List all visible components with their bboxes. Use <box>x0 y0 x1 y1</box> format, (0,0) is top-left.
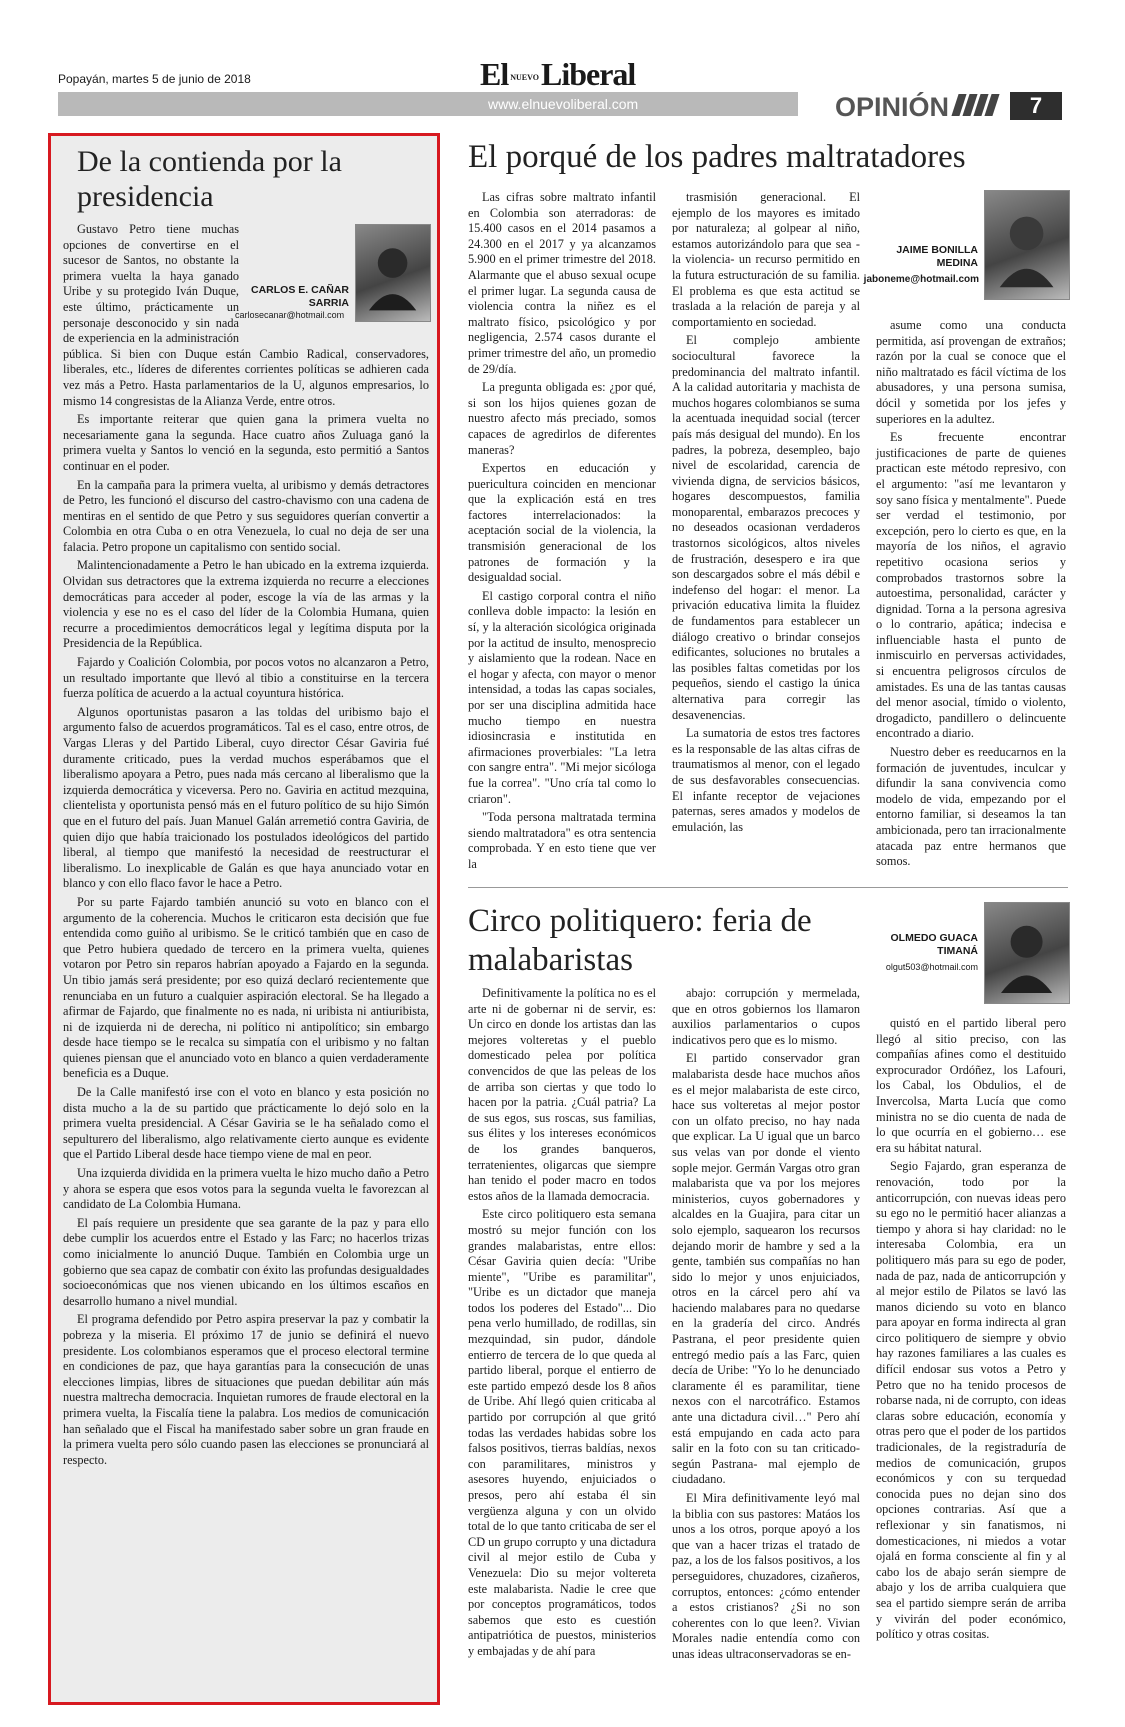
logo-el: El <box>480 56 509 92</box>
article-title: De la contienda por la presidencia <box>77 145 342 214</box>
newspaper-logo <box>480 56 635 93</box>
paragraph: Nuestro deber es reeducarnos en la formación de juventudes, inculcar y difundir la sana convivencia como modelo de vida, empezando por el entorno familiar, si deseamos la tan ambicionada, pero tan irracionalmente atacada paz entre hermanos que somos. <box>876 745 1066 869</box>
paragraph: trasmisión generacional. El ejemplo de los mayores es imitado por naturaleza; al golpear al niño, estamos autorizándolo para que sea -la violencia- un recurso permitido en la futura estructuración de su familia. El problema es que esta actitud se traslada a la relación de pareja y al comportamiento en sociedad. <box>672 190 860 329</box>
paragraph: Este circo politiquero esta semana mostró su mejor función con los grandes malabaristas, entre ellos: César Gaviria quien decía: "Uribe miente", "Uribe es paramilitar", "Uribe es un dictador que maneja todos los poderes del Estado"... Dio pena verlo humillado, de rodillas, sin mezquindad, sin pudor, dándole entierro de tercera de lo que queda al partido liberal, porque el entierro de este partido empezó desde los 8 años de Uribe. Ahí llegó quien criticaba al partido por corrupción al que gritó todas las verdades habidas sobre los falsos positivos, tierras baldías, nexos con paramilitares, ministros y asesores huyendo, enjuiciados o presos, pero ahí estaba él sin vergüenza alguna y con un olvido total de lo que tanto criticaba de ser el CD un grupo corrupto y una dictadura civil al mejor estilo de Cuba y Venezuela: Dio su mejor voltereta este malabarista. Nadie le cree que por conceptos programáticos, todos sabemos que esto es cuestión antipatriótica de puestos, ministerios y embajadas y de ahí para <box>468 1207 656 1658</box>
logo-small: NUEVO <box>510 73 539 83</box>
paragraph: Malintencionadamente a Petro le han ubicado en la extrema izquierda. Olvidan sus detractores que la extrema izquierda no recurre a elecciones democráticas para acceder al poder, escoge la vía de las armas y la violencia y ese no es el caso del líder de la Colombia Humana, quien recurre a procedimientos democráticos legal y legítima disputa por la Presidencia de la República. <box>63 558 429 651</box>
paragraph: Es importante reiterar que quien gana la primera vuelta no necesariamente gana la segunda. Hace cuatro años Zuluaga ganó la primera vuelta y Santos lo venció en la segunda, esto permitió a Santos continuar en el poder. <box>63 412 429 473</box>
paragraph: Una izquierda dividida en la primera vuelta le hizo mucho daño a Petro y ahora se espera que esos votos para la segunda vuelta le favorezcan al candidato de La Colombia Humana. <box>63 1166 429 1212</box>
paragraph: La pregunta obligada es: ¿por qué, si son los hijos quienes gozan de nuestro afecto más preciado, somos capaces de agredirlos de diferentes maneras? <box>468 380 656 457</box>
logo-main: Liberal <box>540 56 636 92</box>
paragraph: El partido conservador gran malabarista desde hace muchos años es el mejor malabarista de este circo, hace sus volteretas al mejor postor con un olfato preciso, no hay nada que explicar. La U igual que un barco sus velas van por donde el viento sople mejor. Germán Vargas otro gran malabarista que va por los mejores ministerios, cuyos gobernadores y alcaldes en la Guajira, para citar un solo ejemplo, saquearon los recursos dejando morir de hambre y sed a la gente, también sus compañías no han sido lo mejor y unos enjuiciados, otros en la cárcel pero ahí va haciendo malabares para no quedarse en la gradería del circo. Andrés Pastrana, el peor presidente quien entregó medio país a las Farc, quien decía de Uribe: "Yo lo he denunciado claramente él es paramilitar, tiene nexos con el narcotráfico. Estamos ante una dictadura civil…" Pero ahí está empujando en cada acto para salir en la foto con su tan criticado-según Pastrana- mal ejemplo de ciudadano. <box>672 1051 860 1487</box>
paragraph: asume como una conducta permitida, así provengan de extraños; razón por la cual se conoce que el niño maltratado es fácil víctima de los abusadores, y una persona sumisa, dócil y sometida por los jefes y superiores en la adultez. <box>876 318 1066 426</box>
paragraph: Fajardo y Coalición Colombia, por pocos votos no alcanzaron a Petro, un resultado importante que llevó al tibio a constituirse en la tercera fuerza política de acuerdo a la actual coyuntura histórica. <box>63 655 429 701</box>
paragraph: Definitivamente la política no es el arte ni de gobernar ni de servir, es: Un circo en donde los artistas dan las mejores volteretas y el pueblo domesticado pelea por política convencidos de que las peleas de los de arriba son ciertas y que todo lo hacen por la patria. ¿Cuál patria? La de sus egos, sus roscas, sus familias, sus élites y los intereses económicos de los grandes banqueros, terratenientes, oligarcas que siempre han tenido el poder macro en todos estos años de la llamada democracia. <box>468 986 656 1203</box>
author-name: OLMEDO GUACA TIMANÁ <box>890 932 978 957</box>
page-number: 7 <box>1010 92 1062 120</box>
paragraph: La sumatoria de estos tres factores es la responsable de las altas cifras de traumatismos al menor, con el legado de sus desfavorables consecuencias. El infante receptor de vejaciones paternas, seres amados y modelos de emulación, las <box>672 726 860 834</box>
float-spacer <box>239 222 429 334</box>
header-bar <box>58 92 798 116</box>
paragraph: "Toda persona maltratada termina siendo maltratadora" es otra sentencia comprobada. Y en esto tiene que ver la <box>468 810 656 871</box>
article-contienda <box>48 133 440 1705</box>
article-title: Circo politiquero: feria de malabaristas <box>468 903 812 978</box>
paragraph: El país requiere un presidente que sea garante de la paz y para ello debe cumplir los acuerdos entre el Estado y las Farc; no hacerlos trizas como inicialmente lo anunció Duque. También en Colombia urge un gobierno que sea capaz de combatir con éxito las profundas desigualdades socioeconómicas que nos vienen ubicando en los últimos escaños en desarrollo humano a nivel mundial. <box>63 1215 429 1308</box>
author-email[interactable]: olgut503@hotmail.com <box>885 962 978 972</box>
article-body <box>63 222 429 1471</box>
paragraph: Algunos oportunistas pasaron a las toldas del uribismo bajo el argumento falso de acuerdos programáticos. Tal es el caso, entre otros, de Vargas Lleras y del Partido Liberal, cuyo director César Gaviria fué duramente criticado, pues la verdad muchos esperábamos que el liberalismo apoyara a Petro, pues nada más cercano al liberalismo que la izquierda democrática y viceversa. Pero no. Gaviria en actitud mezquina, clientelista y oportunista pensó más en el futuro político de su hijo Simón que en el futuro del país. Juan Manuel Galán arremetió contra Gaviria, de quien dijo que había traicionado los postulados ideológicos del partido liberal, al tiempo que manifestó la necesidad de reestructurar el liberalismo. Lo inexplicable de Galán es que haya anunciado votar en blanco y con ello flaco favor le hace a Petro. <box>63 704 429 891</box>
author-name: CARLOS E. CAÑAR SARRIA <box>250 284 349 309</box>
paragraph: El complejo ambiente sociocultural favorece la predominancia del maltrato infantil. A la calidad autoritaria y machista de muchos hogares colombianos se suma la acentuada inequidad social (tercer país más desigual del mundo). En los padres, la pobreza, desempleo, bajo nivel de escolaridad, carencia de vivienda digna, de servicios básicos, hogares descompuestos, familia monoparental, embarazos precoces y no deseados ocasionan verdaderos trastornos sicológicos, altos niveles de frustración, desespero e ira que son descargados sobre el más débil e indefenso del hogar: el menor. La privación educativa limita la fluidez de fundamentos para establecer un diálogo creativo o brindar consejos edificantes, soluciones no brutales a las posibles faltas cometidas por los pequeños, siendo el castigo la única alternativa para corregir las desavenencias. <box>672 333 860 722</box>
dateline: Popayán, martes 5 de junio de 2018 <box>58 72 251 86</box>
paragraph: En la campaña para la primera vuelta, al uribismo y demás detractores de Petro, les funcionó el discurso del castro-chavismo con una cadena de mentiras en el sentido de que Petro y sus seguidores querían convertir a Colombia en otra Cuba o en otra Venezuela, lo cual no deja de ser una falacia. Petro propone un capitalismo con sentido social. <box>63 477 429 554</box>
paragraph: Segio Fajardo, gran esperanza de renovación, todo por la anticorrupción, con nuevas ideas pero su ego no le permitió hacer alianzas a tiempo y ahora si hay claridad: no le interesaba Colombia, era un politiquero más para su ego de poder, nada de paz, nada de anticorrupción y al mejor estilo de Pilatos se lavó las manos diciendo su voto en blanco para apoyar en forma indirecta al gran circo politiquero de siempre y obvio hay razones familiares a las cuales es difícil endosar sus votos a Petro y Petro que no ha tenido procesos de robarse nada, ni de corrupto, con ideas claras sobre educación, economía y otras pero que el poder de los partidos tradicionales, de la registraduría de medios de comunicación, grupos económicos y con su terquedad conocida pues no dejan sino dos opciones contrarias. Así que a reflexionar y sin fanatismos, ni domesticaciones, ni miedos a votar ojalá en forma consciente al fin y al cabo los de abajo serán siempre de abajo y los de arriba cualquiera que sea el partido siempre serán de arriba y vivirán del poder económico, político y otras cositas. <box>876 1159 1066 1642</box>
paragraph: De la Calle manifestó irse con el voto en blanco y esta posición no dista mucho a la de su partido que prácticamente lo dejó solo en la primera vuelta presidencial. A César Gaviria se le ha señalado como el sepulturero del liberalismo, algo relativamente cierto aunque es evidente que el Partido Liberal desde hace tiempo viene de mal en peor. <box>63 1085 429 1162</box>
paragraph: Expertos en educación y puericultura coinciden en mencionar que la explicación está en tres factores interrelacionados: la aceptación social de la violencia, la transmisión generacional de los patrones de formación y la desigualdad social. <box>468 461 656 585</box>
section-label: OPINIÓN <box>835 92 950 122</box>
author-email[interactable]: carlosecanar@hotmail.com <box>235 310 345 320</box>
paragraph: abajo: corrupción y mermelada, que en otros gobiernos los llamaron auxilios parlamentarios o cupos indicativos pero que es lo mismo. <box>672 986 860 1047</box>
article-column <box>876 1016 1066 1646</box>
website-link[interactable]: www.elnuevoliberal.com <box>488 96 639 112</box>
article-column <box>468 986 656 1663</box>
section-divider <box>468 887 1068 888</box>
paragraph: Gustavo Petro tiene muchas opciones de convertirse en el sucesor de Santos, no obstante la primera vuelta la haya ganado Uribe y su protegido Iván Duque, este último, prácticamente un personaje desconocido y sin nada de experiencia en la administración pública. Si bien con Duque están Cambio Radical, conservadores, liberales, etc., líderes de diferentes corrientes políticas se adhieren cada vez más a Petro. Hasta parlamentarios de la U, algunos empresarios, lo mismo 14 congresistas de la Alianza Verde, entre otros. <box>63 222 429 408</box>
author-email[interactable]: jaboneme@hotmail.com <box>863 274 979 285</box>
paragraph: El castigo corporal contra el niño conlleva doble impacto: la lesión en sí, y la alteración sicológica originada por la actitud de insulto, menosprecio y aislamiento que la rodean. Nace en el hogar y afecta, con mayor o menor intensidad, a todas las capas sociales, por ser una disciplina admitida hace mucho tiempo en nuestra idiosincrasia e institutida en afirmaciones proverbiales: "La letra con sangre entra". "Mi mejor sicóloga fue la correa". "Uno cría tal como lo criaron". <box>468 588 656 806</box>
stripes-decoration <box>955 94 1003 116</box>
article-column <box>876 318 1066 873</box>
paragraph: Por su parte Fajardo también anunció su voto en blanco con el argumento de la coherencia. Muchos le criticaron esta decisión que fue entendida como guiño al uribismo. Se le criticó también que en caso de que Petro hubiera quedado de tercero en la primera vuelta, quienes votaron por Petro sin reparos habrían apoyado a Fajardo en la segunda. Un tibio jamás será presidente; por eso quizá declaró recientemente que renunciaba en un futuro a cualquier aspiración electoral. Se ha llegado a afirmar de Fajardo, que finalmente no es nada, ni uribista ni antiuribista, ni de izquierda ni de derecha, ni político ni antipolítico; sin embargo desde hace tiempo se le recalca su simpatía con el uribismo y no faltan quienes piensan que el anunciado voto en blanco a quien verdaderamente beneficia es a Duque. <box>63 894 429 1081</box>
person-portrait-icon <box>984 190 1070 300</box>
author-name: JAIME BONILLA MEDINA <box>896 244 978 269</box>
paragraph: El Mira definitivamente leyó mal la biblia con sus pastores: Matáos los unos a los otros, porque apoyó a los que van a hacer trizas el tratado de paz, a los de los falsos positivos, a los perseguidores, chuzadores, cizañeros, corruptos, entonces: ¿cómo entender a estos cristianos? ¿Si no son coherentes con lo que leen?. Vivian Morales nadie entendía como con unas ideas ultraconservadoras se en- <box>672 1491 860 1661</box>
paragraph: Las cifras sobre maltrato infantil en Colombia son aterradoras: de 15.400 casos en el 2014 pasamos a 24.300 en el 2017 y ya alcanzamos 5.900 en el primer trimestre del 2018. Alarmante que el abuso sexual ocupe el primer lugar. La segunda causa de violencia contra la niñez es el maltrato físico, psicológico y por negligencia, 2.574 casos durante el primer trimestre del año, un promedio de 29/día. <box>468 190 656 376</box>
article-column <box>468 190 656 876</box>
paragraph: quistó en el partido liberal pero llegó al sitio preciso, con las compañías afines como el destituido exprocurador Ordóñez, los Lafouri, los Cabal, los Obdulios, el de Invercolsa, Marta Lucía que como ministra no se dio cuenta de nada de lo que ocurría en el gobierno… ese era su hábitat natural. <box>876 1016 1066 1155</box>
paragraph: El programa defendido por Petro aspira preservar la paz y combatir la pobreza y la miseria. El próximo 17 de junio se definirá el nuevo presidente. Los colombianos esperamos que el proceso electoral termine en condiciones de paz, que haya garantías para la consecución de unas elecciones limpias, libres de situaciones que puedan debilitar aún más nuestra maltrecha democracia. Inquietan rumores de fraude electoral en la primera vuelta, la Fiscalía tiene la palabra. Los medios de comunicación han señalado que el Fiscal ha manifestado saber sobre un gran fraude en la primera vuelta pero sólo cuando pasen las elecciones se pronunciará al respecto. <box>63 1312 429 1467</box>
article-column <box>672 986 860 1666</box>
paragraph: Es frecuente encontrar justificaciones de parte de quienes practican este método represivo, con el argumento: "así me levantaron y soy sano física y mentalmente". Puede ser verdad el testimonio, por excepción, pero lo cierto es que, en la mayoría de los niños, el agravio repetitivo ocasiona serios y comprobados trastornos sobre la autoestima, personalidad, carácter y dignidad. Torna a la persona agresiva o lo contrario, apática; indecisa e influenciable hasta el punto de inmiscuirlo en perversas actividades, si encuentra peligrosos círculos de amistades. Es una de las tantas causas del menor asocial, tímido o violento, drogadicto, pandillero o delincuente encontrado a diario. <box>876 430 1066 741</box>
article-title: El porqué de los padres maltratadores <box>468 139 966 175</box>
article-column <box>672 190 860 838</box>
person-portrait-icon <box>984 902 1070 1004</box>
